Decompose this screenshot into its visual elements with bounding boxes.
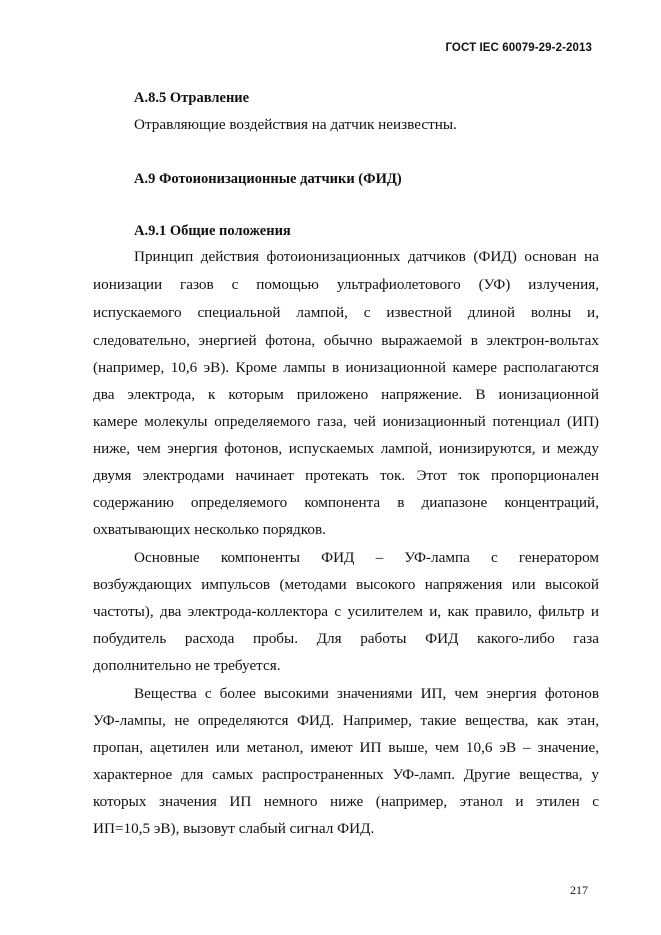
paragraph-line: УФ-лампы, не определяются ФИД. Например, такие вещества, как этан, <box>93 712 599 729</box>
paragraph-line: ионизации газов с помощью ультрафиолетового (УФ) излучения, <box>93 276 599 293</box>
document-standard-header: ГОСТ IEC 60079-29-2-2013 <box>445 42 592 54</box>
paragraph-line: охватывающих несколько порядков. <box>93 521 326 538</box>
paragraph-line: (например, 10,6 эВ). Кроме лампы в ионизационной камере располагаются <box>93 359 599 376</box>
paragraph-line: следовательно, энергией фотона, обычно выражаемой в электрон-вольтах <box>93 332 599 349</box>
paragraph-line: возбуждающих импульсов (методами высокого напряжения или высокой <box>93 576 599 593</box>
paragraph-line: камере молекулы определяемого газа, чей ионизационный потенциал (ИП) <box>93 413 599 430</box>
paragraph-line: испускаемого специальной лампой, с известной длиной волны и, <box>93 304 599 321</box>
paragraph-line: пропан, ацетилен или метанол, имеют ИП выше, чем 10,6 эВ – значение, <box>93 739 599 756</box>
paragraph-line: ИП=10,5 эВ), вызовут слабый сигнал ФИД. <box>93 820 375 837</box>
paragraph-line: двумя электродами начинает протекать ток. Этот ток пропорционален <box>93 467 599 484</box>
section-heading-a9: А.9 Фотоионизационные датчики (ФИД) <box>134 171 402 187</box>
paragraph-line: Принцип действия фотоионизационных датчиков (ФИД) основан на <box>134 248 599 265</box>
paragraph-line: Вещества с более высокими значениями ИП, чем энергия фотонов <box>134 685 599 702</box>
paragraph-line: ниже, чем энергия фотонов, испускаемых лампой, ионизируются, и между <box>93 440 599 457</box>
section-heading-a85: А.8.5 Отравление <box>134 90 250 106</box>
paragraph-line: содержанию определяемого компонента в диапазоне концентраций, <box>93 494 599 511</box>
paragraph-line: два электрода, к которым приложено напряжение. В ионизационной <box>93 386 599 403</box>
paragraph-line: побудитель расхода пробы. Для работы ФИД какого-либо газа <box>93 630 599 647</box>
paragraph-line: которых значения ИП немного ниже (например, этанол и этилен с <box>93 793 599 810</box>
paragraph-line: частоты), два электрода-коллектора с усилителем и, как правило, фильтр и <box>93 603 599 620</box>
paragraph-line: характерное для самых распространенных УФ-ламп. Другие вещества, у <box>93 766 599 783</box>
section-heading-a91: А.9.1 Общие положения <box>134 223 291 239</box>
page-number: 217 <box>570 883 588 897</box>
paragraph-line: Основные компоненты ФИД – УФ-лампа с генератором <box>134 549 599 566</box>
paragraph-line: дополнительно не требуется. <box>93 657 281 674</box>
section-a85-text: Отравляющие воздействия на датчик неизвестны. <box>134 116 457 133</box>
